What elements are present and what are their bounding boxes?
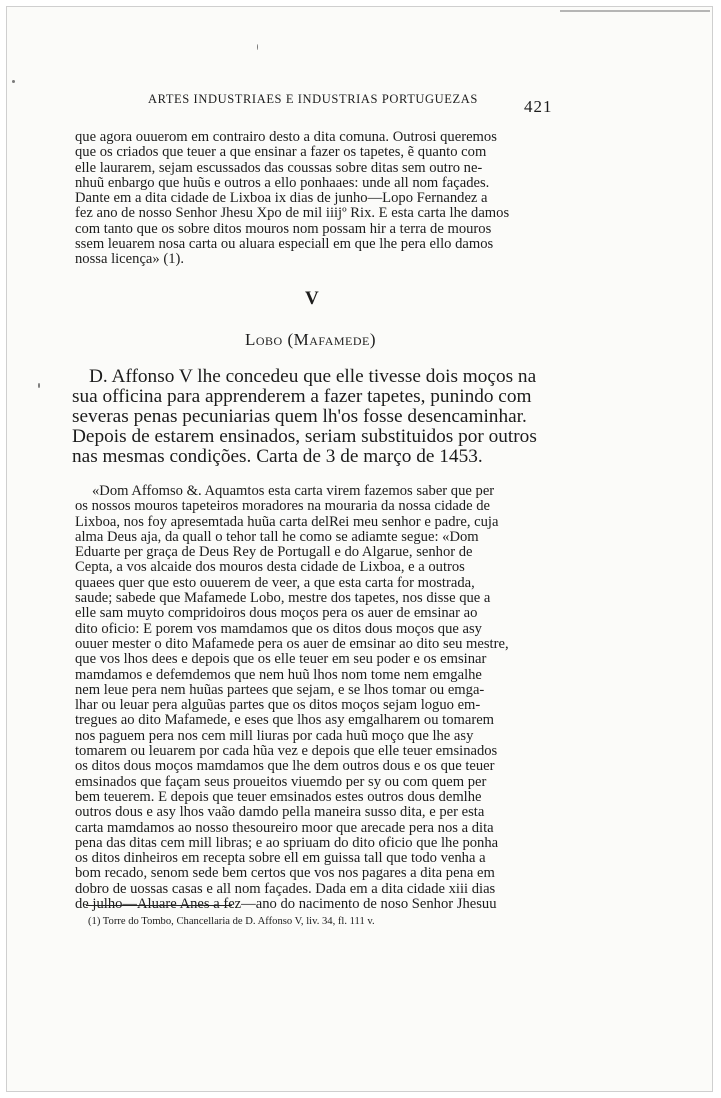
text-line: Cepta, a vos alcaide dos mouros desta cidade de Lixboa, e a outros [75,560,465,576]
scan-edge-mark [560,10,710,12]
text-line: nem leue pera nem huũas partees que sejam, e se lhos tomar ou emga- [75,682,485,698]
text-line: Dante em a dita cidade de Lixboa ix dias de junho—Lopo Fernandez a [75,191,488,207]
text-line: dito oficio: E porem vos mamdamos que os ditos dous moços que asy [75,621,482,637]
text-line: nos paguem pera nos cem mill liuras por cada huũ moço que lhe asy [75,728,474,744]
text-line: alma Deus aja, da quall o tehor tall he como se adiamte segue: «Dom [75,529,479,545]
text-line: os nossos mouros tapeteiros moradores na mouraria da nossa cidade de [75,499,491,515]
text-line: bem teuerem. E depois que teuer emsinados estes outros dous demlhe [75,789,482,805]
text-line: pena das ditas cem mill libras; e ao spriuam do dito oficio que lhe ponha [75,835,499,851]
running-head: ARTES INDUSTRIAES E INDUSTRIAS PORTUGUEZAS [148,92,478,106]
section-number: V [305,288,319,309]
text-line: «Dom Affomso &. Aquamtos esta carta virem fazemos saber que per [92,484,495,499]
text-line: de julho—Aluare Anes a fez—ano do nacimento de noso Senhor Jhesuu [75,897,497,913]
text-line: D. Affonso V lhe concedeu que elle tivesse dois moços na [89,367,537,387]
section-title-text: Lobo (Mafamede) [245,330,377,349]
section-title [245,330,376,350]
text-line: os ditos dinheiros em recepta sobre ell em guissa tall que todo venha a [75,851,486,867]
text-line: emsinados que façam seus proueitos viuemdo per sy ou com quem per [75,774,487,790]
scan-speck [257,44,258,50]
summary-paragraph [72,367,552,467]
text-line: saude; sabede que Mafamede Lobo, mestre dos tapetes, nos disse que a [75,591,491,607]
text-line: nhuũ enbargo que huũs e outros a ello ponhaaes: unde all nom façades. [75,175,490,191]
intro-paragraph [75,130,545,268]
text-line: tomarem ou leuarem por cada hũa vez e depois que elle teuer emsinados [75,744,498,760]
text-line: mamdamos e defemdemos que nem huũ lhos nom tome nem emgalhe [75,667,482,683]
text-line: severas penas pecuniarias quem lh'os fosse desencaminhar. [72,407,527,428]
text-line: ssem leuarem nosa carta ou aluara especiall em que lhe pera ello damos [75,237,494,253]
text-line: Eduarte per graça de Deus Rey de Portugall e do Algarue, senhor de [75,545,473,561]
text-line: com tanto que os sobre ditos mouros nom possam hir a terra de mouros [75,221,492,237]
text-line: que agora ouuerom em contrairo desto a dita comuna. Outrosi queremos [75,130,497,145]
text-line: fez ano de nosso Senhor Jhesu Xpo de mil iiijº Rix. E esta carta lhe damos [75,206,510,222]
text-line: lhar ou leuar pera alguũas partes que os ditos moços sejam loguo em- [75,698,481,714]
scan-speck [12,80,15,83]
text-line: outros dous e asy lhos vaão damdo pella maneira susso dita, e per esta [75,805,485,821]
text-line: nas mesmas condições. Carta de 3 de março de 1453. [72,447,483,468]
page-number: 421 [524,97,553,116]
text-line: Depois de estarem ensinados, seriam substituidos por outros [72,427,537,448]
text-line: bom recado, senom sede bem certos que vos nos pagares a dita pena em [75,866,495,882]
text-line: nossa licença» (1). [75,252,185,268]
text-line: elle sam muyto compridoiros dous moços pera os auer de emsinar ao [75,606,478,622]
text-line: dobro de uossas casas e all nom façades. Dada em a dita cidade xiii dias [75,881,496,897]
text-line: Lixboa, nos foy apresemtada huũa carta delRei meu senhor e padre, cuja [75,514,499,530]
text-line: os ditos dous moços mamdamos que lhe dem outros dous e os que teuer [75,759,495,775]
footnote-rule [86,905,232,906]
text-line: ouuer mester o dito Mafamede pera os auer de emsinar ao dito seu mestre, [75,636,509,652]
text-line: carta mamdamos ao nosso thesoureiro moor que arecade pera nos a dita [75,820,494,836]
text-line: quaees quer que esto ouuerem de veer, a que esta carta for mostrada, [75,575,475,591]
text-line: elle laurarem, sejam escussados das coussas sobre ditas sem outro ne- [75,160,483,176]
text-line: sua officina para apprenderem a fazer tapetes, punindo com [72,387,532,408]
scan-speck [38,383,40,388]
text-line: que os criados que teuer a que ensinar a fazer os tapetes, ẽ quanto com [75,145,487,161]
footnote: (1) Torre do Tombo, Chancellaria de D. Affonso V, liv. 34, fl. 111 v. [88,916,375,927]
document-transcription [75,484,553,912]
text-line: que vos lhos dees e depois que os elle teuer em seu poder e os emsinar [75,652,487,668]
text-line: tregues ao dito Mafamede, e eses que lhos asy emgalharem ou tomarem [75,713,495,729]
